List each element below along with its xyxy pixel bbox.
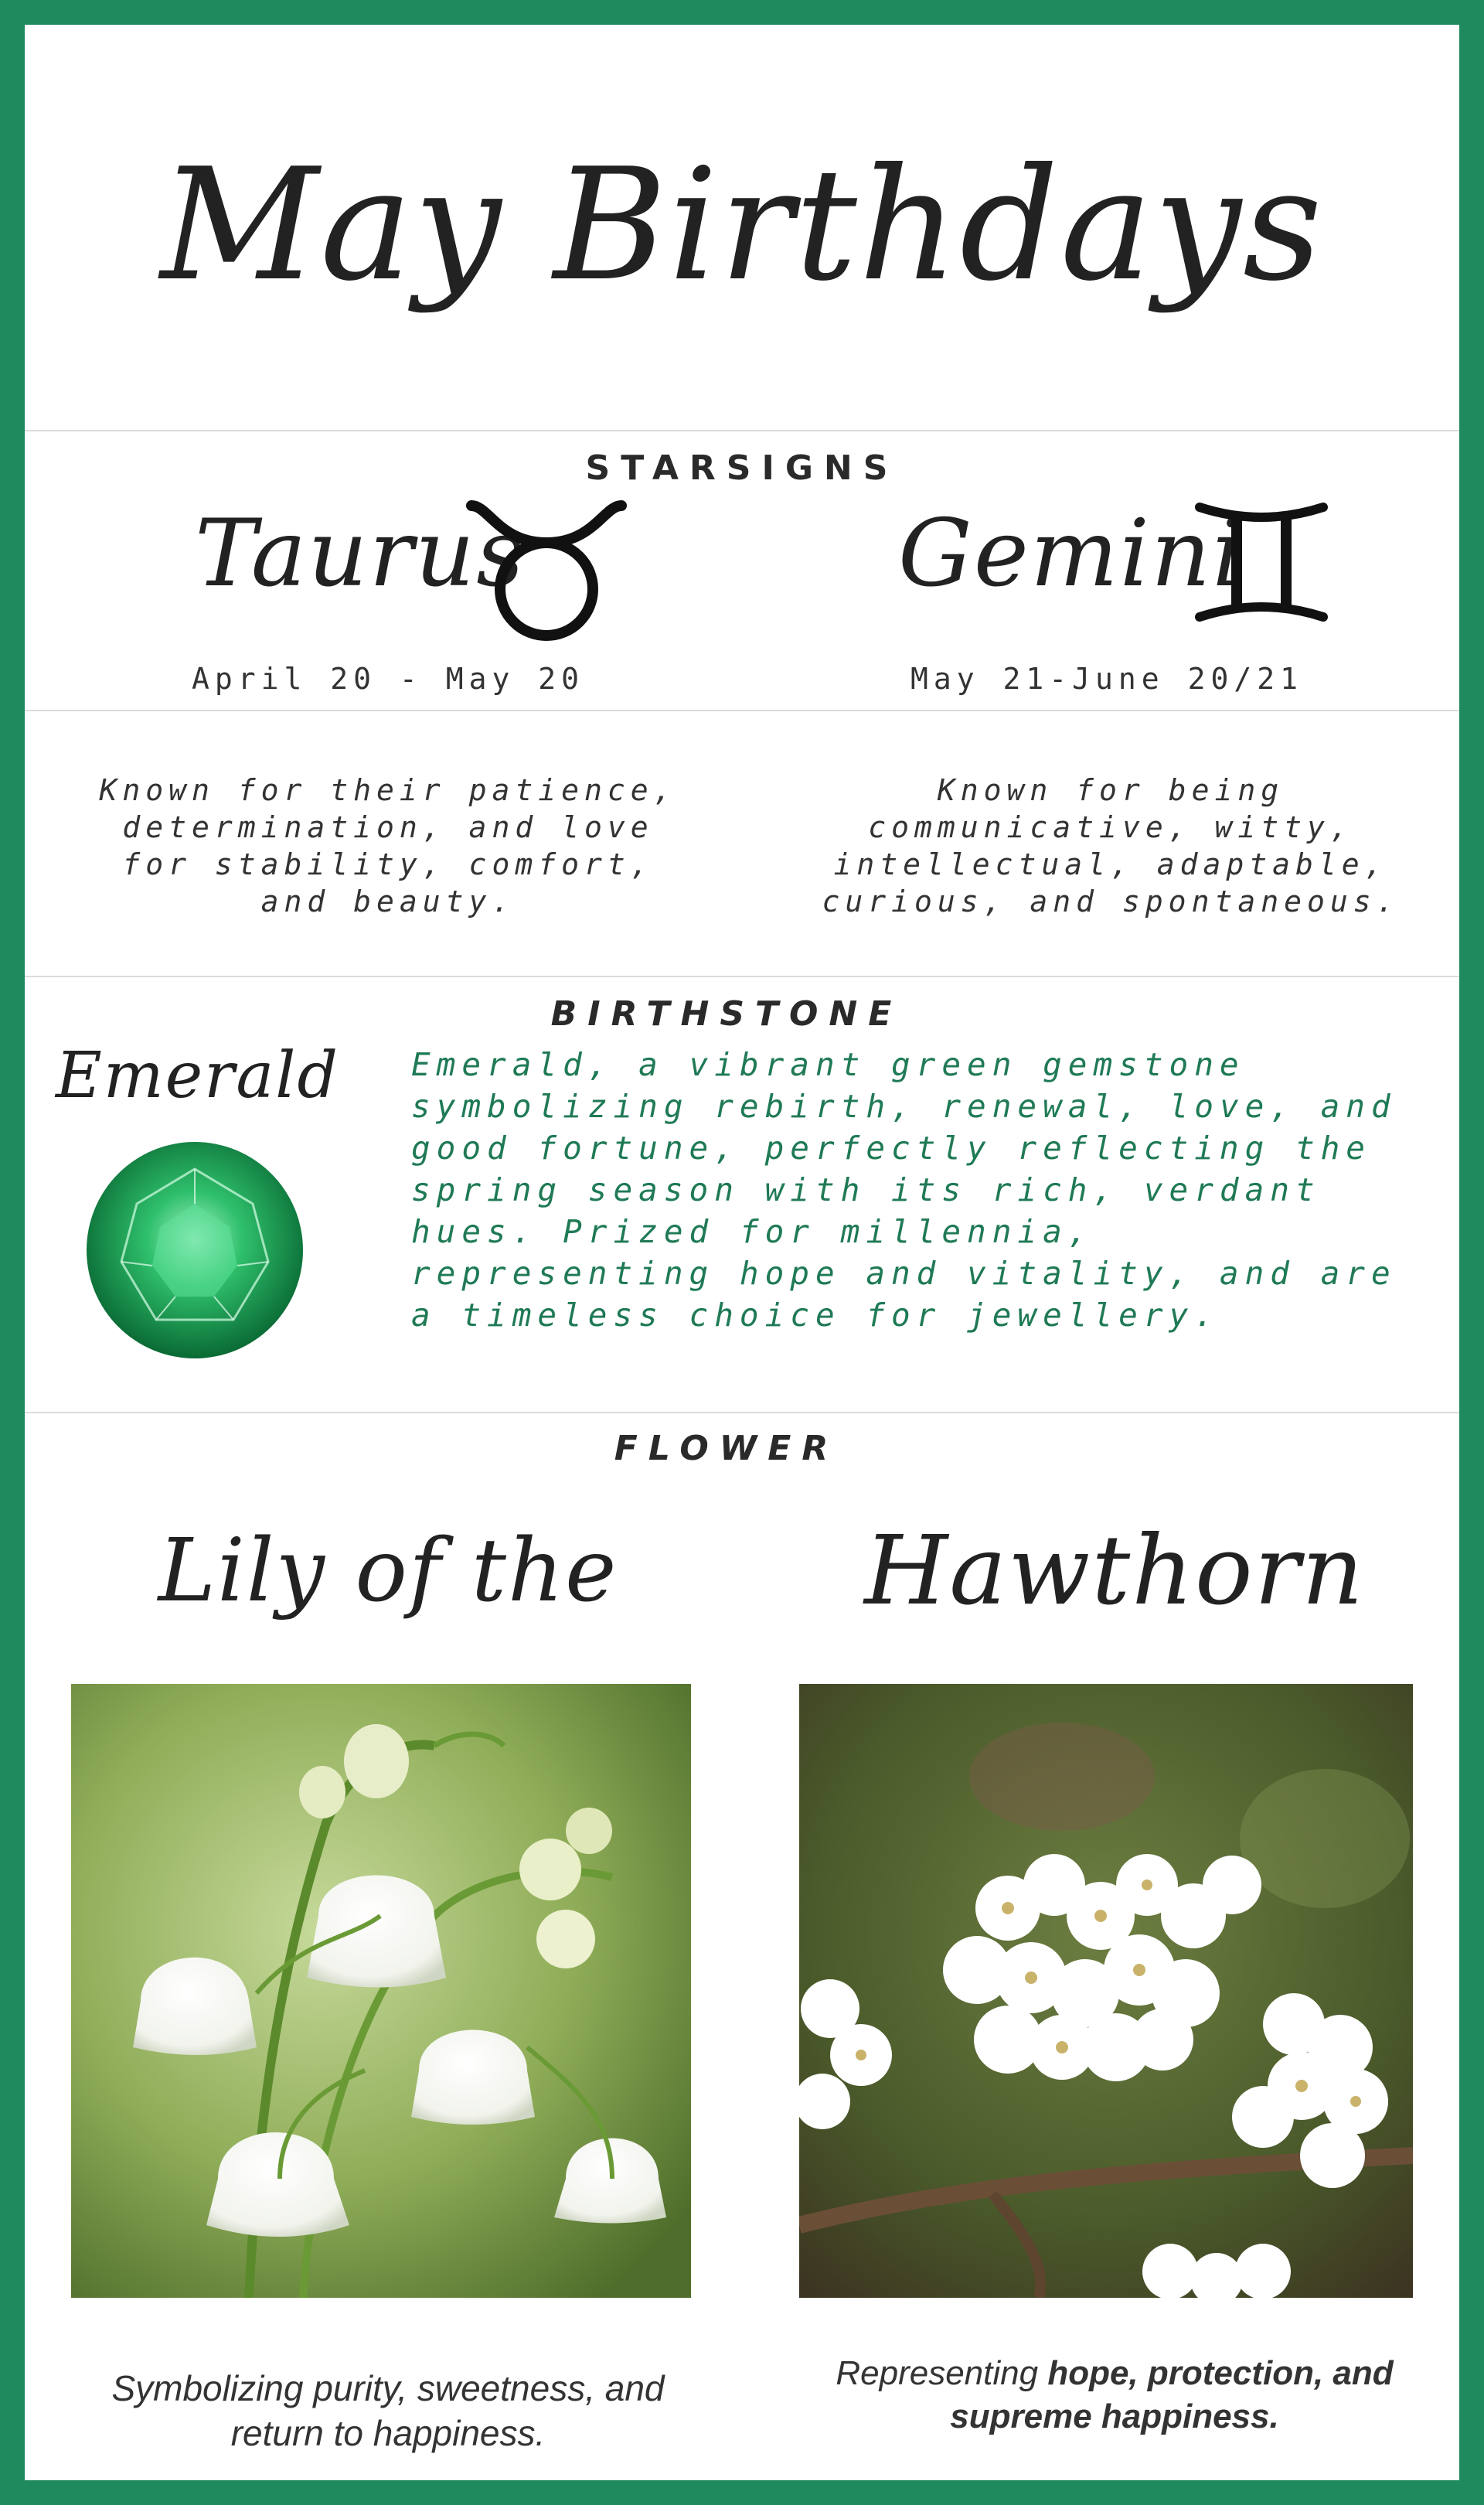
emerald-name: Emerald [56,1039,339,1113]
divider-signs [25,710,1459,711]
taurus-icon [458,489,635,643]
divider-title [25,430,1459,431]
gemini-icon [1192,496,1331,628]
taurus-description: Known for their patience, determination, and love for stability, comfort, and beauty. [99,773,677,918]
divider-birthstone [25,1412,1459,1413]
lily-caption: Symbolizing purity, sweetness, and return to happiness. [111,2368,665,2453]
divider-descriptions [25,976,1459,977]
hawthorn-caption [805,2352,1424,2439]
lily-name: Lily of the [158,1521,618,1621]
infographic-sheet [25,25,1459,2480]
lily-of-the-valley-photo [71,1684,691,2298]
gemini-name: Gemini [898,500,1244,608]
birthstone-description: Emerald, a vibrant green gemstone symbolizing rebirth, renewal, love, and good fortune, perfectly reflecting the spring season with its rich, verdant hues. Prized for millennia, representing hope and vitality, and are a timeless choice for jewellery. [411,1046,1397,1334]
hawthorn-name: Hawthorn [864,1515,1365,1627]
hawthorn-caption-prefix: Representing [836,2354,1048,2392]
hawthorn-caption-bold: hope, protection, and supreme happiness. [950,2354,1394,2435]
gemini-dates: May 21-June 20/21 [910,662,1303,696]
starsigns-heading: STARSIGNS [585,448,899,488]
taurus-name: Taurus [195,500,526,608]
gemini-description: Known for being communicative, witty, intellectual, adaptable, curious, and spontaneous. [822,773,1400,918]
emerald-gem-image [83,1138,307,1362]
page-title: May Birthdays [160,135,1324,315]
taurus-dates: April 20 - May 20 [192,662,584,696]
flower-heading: FLOWER [614,1429,839,1468]
hawthorn-photo [799,1684,1413,2298]
birthstone-heading: BIRTHSTONE [550,994,903,1034]
